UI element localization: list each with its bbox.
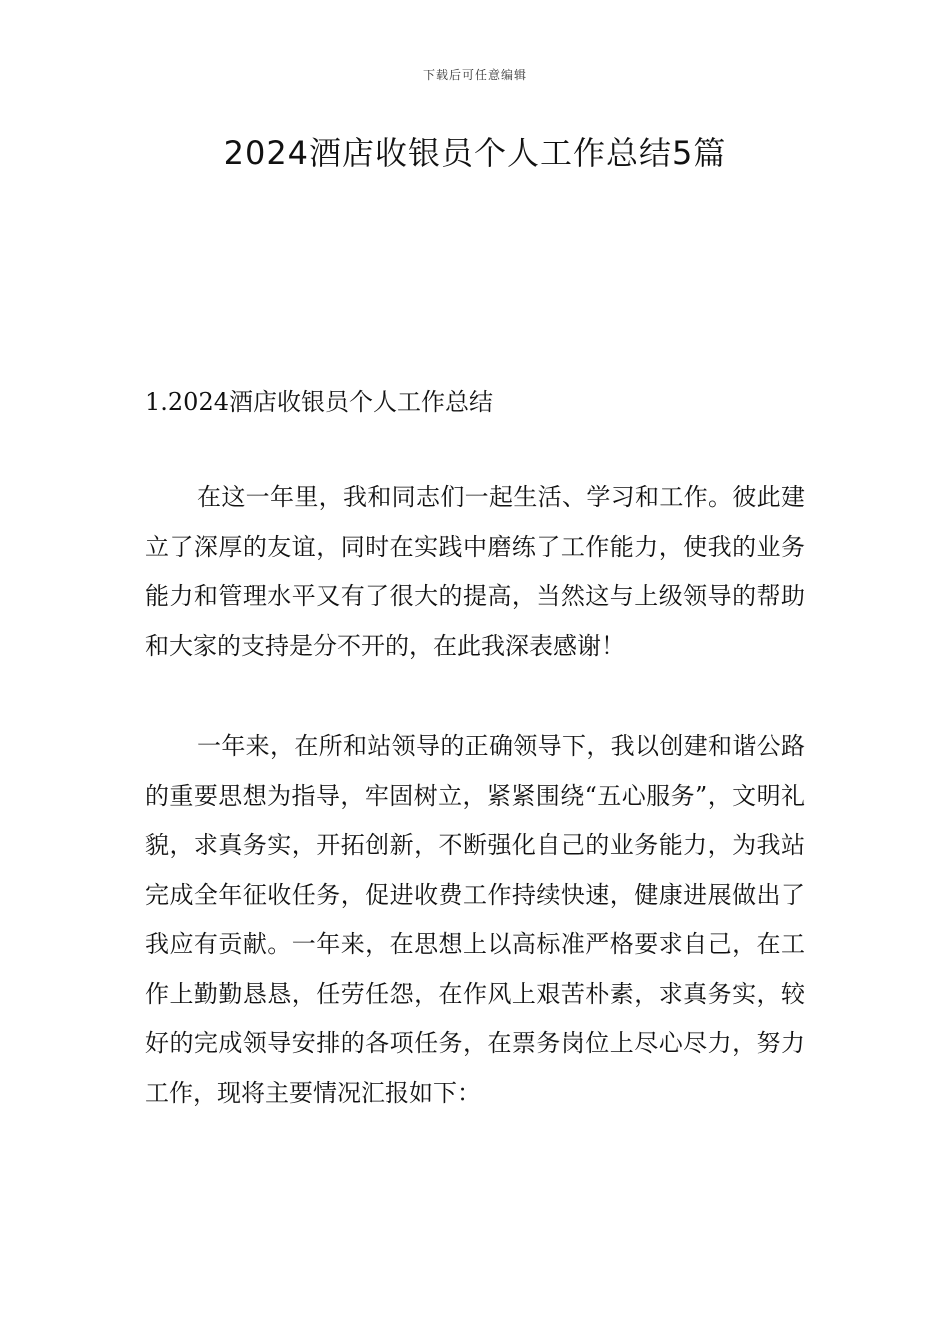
document-title: 2024酒店收银员个人工作总结5篇 (223, 134, 727, 172)
paragraph-1: 在这一年里，我和同志们一起生活、学习和工作。彼此建立了深厚的友谊，同时在实践中磨练了工作能力，使我的业务能力和管理水平又有了很大的提高，当然这与上级领导的帮助和大家的支持是分不开的，在此我深表感谢！ (145, 483, 805, 660)
section-heading: 1.2024酒店收银员个人工作总结 (145, 388, 493, 416)
paragraph-2: 一年来，在所和站领导的正确领导下，我以创建和谐公路的重要思想为指导，牢固树立，紧紧围绕“五心服务”，文明礼貌，求真务实，开拓创新，不断强化自己的业务能力，为我站完成全年征收任务，促进收费工作持续快速，健康进展做出了我应有贡献。一年来，在思想上以高标准严格要求自己，在工作上勤勤恳恳，任劳任怨，在作风上艰苦朴素，求真务实，较好的完成领导安排的各项任务，在票务岗位上尽心尽力，努力工作，现将主要情况汇报如下： (145, 732, 805, 1107)
header-note: 下载后可任意编辑 (422, 68, 527, 82)
